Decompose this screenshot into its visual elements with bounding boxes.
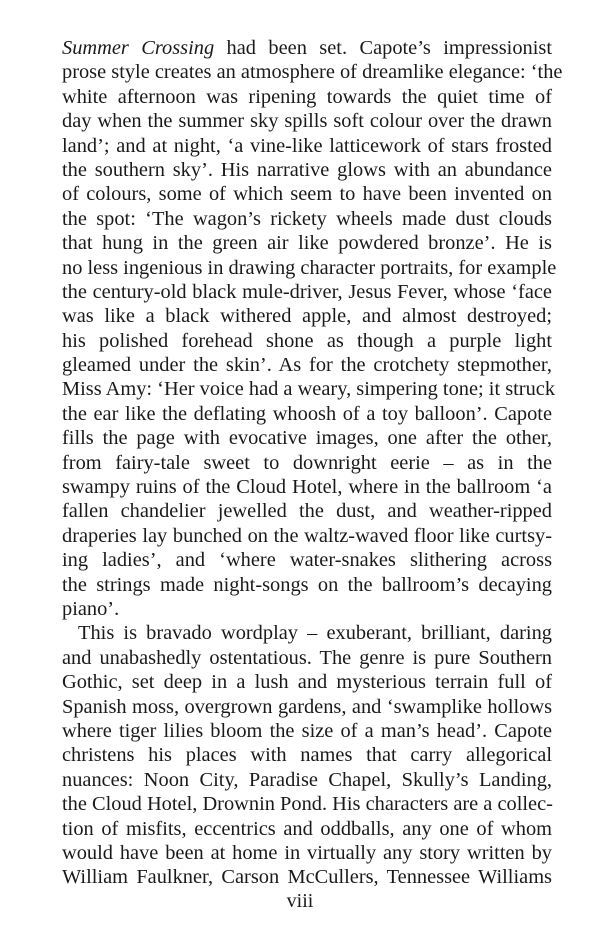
book-title-italic: Summer Crossing [62, 37, 215, 59]
text-line: the ear like the deflating whoosh of a toy balloon’. Capote [62, 402, 552, 425]
text-line: from fairy-tale sweet to downright eerie – as in the [62, 451, 552, 474]
paragraph-2 [62, 621, 552, 889]
text-line: Spanish moss, overgrown gardens, and ‘swamplike hollows [62, 695, 552, 718]
text-line: where tiger lilies bloom the size of a man’s head’. Capote [62, 719, 552, 742]
text-line: tion of misfits, eccentrics and oddballs, any one of whom [62, 817, 552, 840]
page-number: viii [286, 890, 314, 912]
text-run: had been set. Capote’s impressionist [214, 37, 552, 59]
text-line: fallen chandelier jewelled the dust, and weather-ripped [62, 500, 552, 523]
text-line: draperies lay bunched on the waltz-waved floor like curtsy- [62, 524, 552, 547]
text-line: This is bravado wordplay – exuberant, brilliant, daring [78, 622, 552, 645]
text-line: land’; and at night, ‘a vine-like latticework of stars frosted [62, 134, 552, 157]
text-line: white afternoon was ripening towards the quiet time of [62, 85, 552, 108]
text-line: the spot: ‘The wagon’s rickety wheels made dust clouds [62, 207, 552, 230]
text-line: and unabashedly ostentatious. The genre is pure Southern [62, 646, 552, 669]
text-line: prose style creates an atmosphere of dreamlike elegance: ‘the [62, 61, 563, 84]
text-line: gleamed under the skin’. As for the crotchety stepmother, [62, 354, 552, 377]
text-line: Miss Amy: ‘Her voice had a weary, simpering tone; it struck [62, 378, 556, 401]
text-line: that hung in the green air like powdered bronze’. He is [62, 232, 552, 255]
text-line: the century-old black mule-driver, Jesus Fever, whose ‘face [62, 280, 552, 303]
text-line: christens his places with names that carry allegorical [62, 744, 552, 767]
text-line: would have been at home in virtually any story written by [62, 841, 552, 864]
text-line: ing ladies’, and ‘where water-snakes slithering across [62, 549, 552, 572]
text-line: piano’. [62, 597, 120, 620]
text-line: his polished forehead shone as though a purple light [62, 329, 552, 352]
text-line: day when the summer sky spills soft colour over the drawn [62, 110, 552, 133]
paragraph-1 [62, 36, 563, 621]
body-text [62, 36, 563, 890]
text-line: the strings made night-songs on the ballroom’s decaying [62, 573, 552, 596]
text-line: fills the page with evocative images, one after the other, [62, 427, 552, 450]
text-line: nuances: Noon City, Paradise Chapel, Skully’s Landing, [62, 768, 552, 791]
text-line: no less ingenious in drawing character portraits, for example [62, 256, 557, 279]
text-line: swampy ruins of the Cloud Hotel, where in the ballroom ‘a [62, 476, 552, 499]
text-line: the southern sky’. His narrative glows with an abundance [62, 158, 552, 181]
text-line: was like a black withered apple, and almost destroyed; [62, 305, 552, 328]
text-line: Gothic, set deep in a lush and mysterious terrain full of [62, 671, 552, 694]
text-line: the Cloud Hotel, Drownin Pond. His characters are a collec- [62, 793, 553, 816]
text-line: William Faulkner, Carson McCullers, Tennessee Williams [62, 866, 552, 889]
text-line [62, 36, 552, 60]
text-line: of colours, some of which seem to have been invented on [62, 183, 552, 206]
